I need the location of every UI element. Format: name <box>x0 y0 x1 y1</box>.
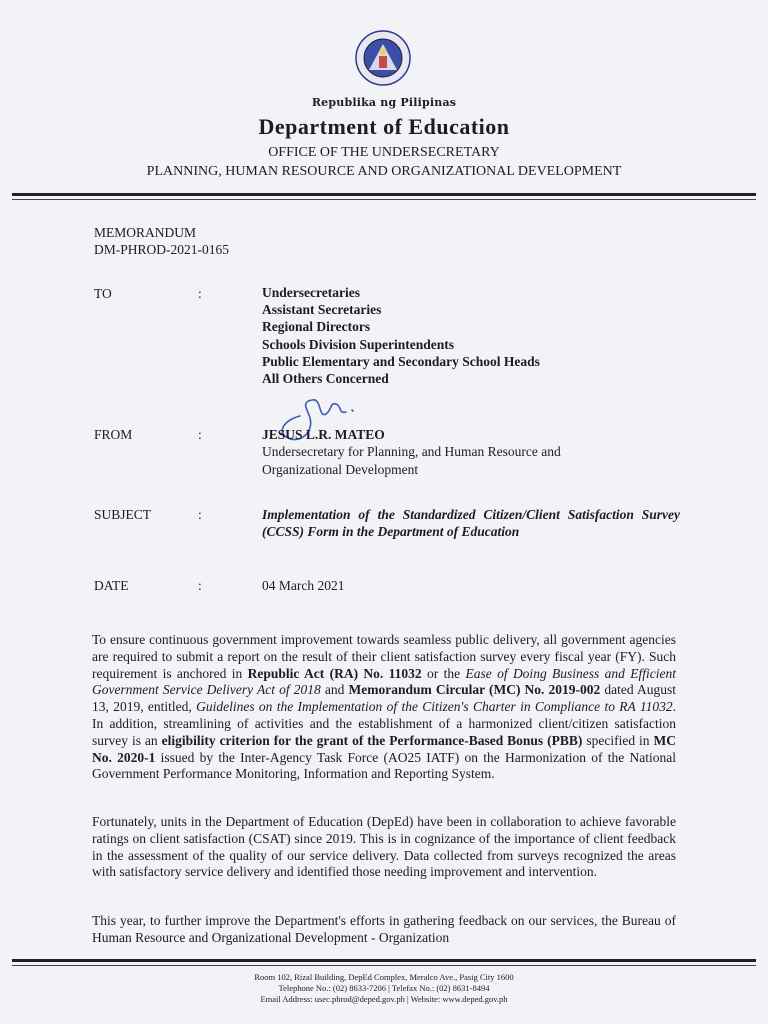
body-text: To ensure continuous government improvement towards seamless public delivery, all government agencies are required to submit a report on the result of their client satisfaction survey every fiscal year (FY). Such requirement is anchored in <box>92 632 676 681</box>
recipient-item: Assistant Secretaries <box>262 302 382 318</box>
subject-label: SUBJECT <box>94 507 152 522</box>
footer-contact-line: Email Address: usec.phrod@deped.gov.ph | Website: www.deped.gov.ph <box>260 994 508 1004</box>
bold-text: Memorandum Circular (MC) No. 2019-002 <box>348 682 601 698</box>
body-text: specified in <box>582 732 654 748</box>
memo-number: DM-PHROD-2021-0165 <box>94 242 229 257</box>
subject-colon: : <box>198 507 202 522</box>
body-text: and <box>320 682 349 698</box>
recipient-item: Public Elementary and Secondary School Heads <box>262 353 540 369</box>
from-label: FROM <box>94 427 133 442</box>
body-text: issued by the Inter-Agency Task Force (AO25 IATF) on the Harmonization of the National Government Performance Monitoring, Information and Reporting System. <box>92 749 676 782</box>
footer-divider <box>12 959 756 962</box>
body-paragraph-1 <box>92 632 676 783</box>
from-colon: : <box>198 427 202 442</box>
date-label: DATE <box>94 578 129 593</box>
subject-text: Implementation of the Standardized Citizen/Client Satisfaction Survey (CCSS) Form in the Department of Education <box>262 507 680 539</box>
footer-address-line: Room 102, Rizal Building, DepEd Complex, Meralco Ave., Pasig City 1600 <box>254 972 514 982</box>
division-heading: PLANNING, HUMAN RESOURCE AND ORGANIZATIONAL DEVELOPMENT <box>146 164 622 179</box>
recipient-item: Undersecretaries <box>262 285 360 300</box>
body-text: or the <box>421 665 466 681</box>
footer-divider-thin <box>12 965 756 966</box>
bold-text: MC No. 2020-1 <box>92 732 676 765</box>
department-heading: Department of Education <box>258 114 510 139</box>
italic-text: Guidelines on the Implementation of the Citizen's Charter in Compliance to RA 11032 <box>196 699 673 715</box>
deped-seal-icon <box>355 30 411 86</box>
header-divider-thin <box>12 199 756 200</box>
recipient-item: Schools Division Superintendents <box>262 336 455 352</box>
date-value: 04 March 2021 <box>262 578 345 593</box>
body-paragraph-3: This year, to further improve the Department's efforts in gathering feedback on our services, the Bureau of Human Resource and Organizational Development - Organization <box>92 913 676 945</box>
to-colon: : <box>198 286 202 301</box>
footer-phone-line: Telephone No.: (02) 8633-7206 | Telefax No.: (02) 8631-8494 <box>278 983 490 993</box>
office-heading: OFFICE OF THE UNDERSECRETARY <box>268 145 500 160</box>
bold-text: Republic Act (RA) No. 11032 <box>247 665 422 681</box>
body-text: dated August 13, 2019, entitled, <box>92 682 677 715</box>
memo-label: MEMORANDUM <box>94 225 197 240</box>
italic-text: Ease of Doing Business and Efficient Government Service Delivery Act of 2018 <box>92 665 676 698</box>
memo-heading <box>94 224 229 258</box>
sender-name: JESUS L.R. MATEO <box>262 427 385 442</box>
recipient-item: Regional Directors <box>262 319 371 335</box>
body-text: . In addition, streamlining of activities and the establishment of a harmonized client/citizen satisfaction survey is an <box>92 699 676 748</box>
bold-text: eligibility criterion for the grant of the Performance-Based Bonus (PBB) <box>161 732 583 748</box>
header-divider <box>12 193 756 196</box>
body-paragraph-2: Fortunately, units in the Department of Education (DepEd) have been in collaboration to achieve favorable ratings on client satisfaction (CSAT) since 2019. This is in cognizance of the importance of client feedback in the assessment of the quality of our service delivery. Data collected from surveys recognized the areas with satisfactory service delivery and identified those needing improvement and intervention. <box>92 814 676 880</box>
recipient-item: All Others Concerned <box>262 371 389 387</box>
republic-heading: Republika ng Pilipinas <box>311 96 457 109</box>
recipient-list <box>262 284 540 387</box>
date-colon: : <box>198 578 202 593</box>
footer-address <box>0 972 768 1005</box>
sender-title: Undersecretary for Planning, and Human Resource and Organizational Development <box>262 444 561 477</box>
to-label: TO <box>94 286 112 301</box>
